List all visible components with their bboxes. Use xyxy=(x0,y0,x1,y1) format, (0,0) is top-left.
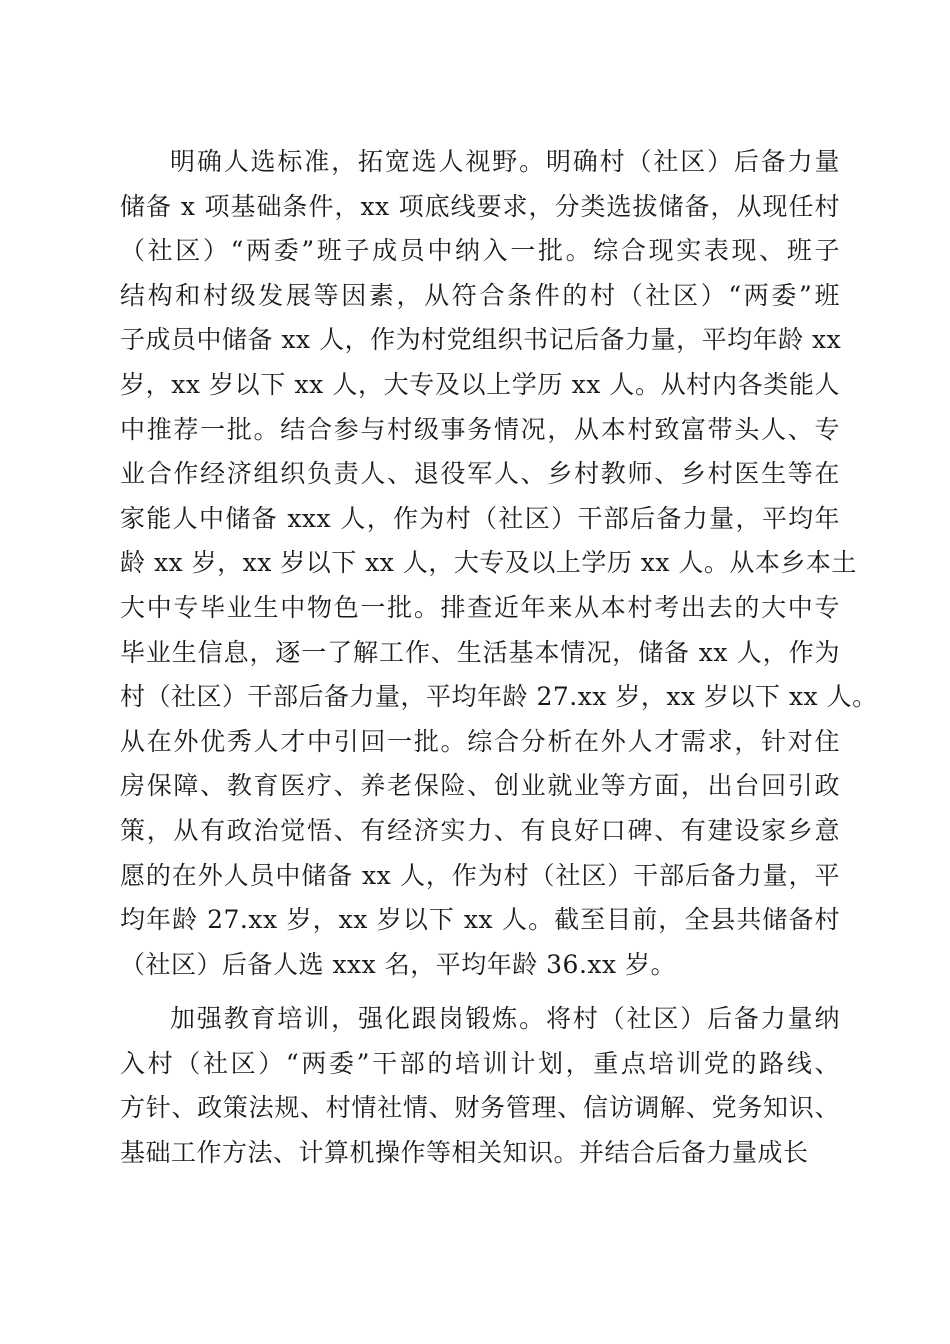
text-line: 均年龄 27.xx 岁，xx 岁以下 xx 人。截至目前，全县共储备村 xyxy=(120,905,840,935)
text-line: 从在外优秀人才中引回一批。综合分析在外人才需求，针对住 xyxy=(120,726,840,756)
paragraph-training xyxy=(120,997,840,1175)
text-line: 策，从有政治觉悟、有经济实力、有良好口碑、有建设家乡意 xyxy=(120,815,840,845)
text-line: 加强教育培训，强化跟岗锻炼。将村（社区）后备力量纳 xyxy=(170,1004,840,1033)
text-line: 储备 x 项基础条件，xx 项底线要求，分类选拔储备，从现任村 xyxy=(120,191,840,221)
text-line: 结构和村级发展等因素，从符合条件的村（社区）“两委”班 xyxy=(120,280,840,310)
text-line: 家能人中储备 xxx 人，作为村（社区）干部后备力量，平均年 xyxy=(120,503,840,533)
text-line: 龄 xx 岁，xx 岁以下 xx 人，大专及以上学历 xx 人。从本乡本土 xyxy=(120,548,857,578)
text-line: 大中专毕业生中物色一批。排查近年来从本村考出去的大中专 xyxy=(120,592,840,622)
text-line: （社区）后备人选 xxx 名，平均年龄 36.xx 岁。 xyxy=(120,949,677,979)
text-line: 子成员中储备 xx 人，作为村党组织书记后备力量，平均年龄 xx xyxy=(120,325,842,355)
text-line: 入村（社区）“两委”干部的培训计划，重点培训党的路线、 xyxy=(120,1048,840,1078)
paragraph-candidate-selection xyxy=(120,140,878,987)
text-line: 村（社区）干部后备力量，平均年龄 27.xx 岁，xx 岁以下 xx 人。 xyxy=(120,682,878,712)
text-line: 愿的在外人员中储备 xx 人，作为村（社区）干部后备力量，平 xyxy=(120,860,840,890)
text-line: 业合作经济组织负责人、退役军人、乡村教师、乡村医生等在 xyxy=(120,459,840,489)
text-line: 毕业生信息，逐一了解工作、生活基本情况，储备 xx 人，作为 xyxy=(120,637,840,667)
text-line: 岁，xx 岁以下 xx 人，大专及以上学历 xx 人。从村内各类能人 xyxy=(120,369,840,399)
text-line: 中推荐一批。结合参与村级事务情况，从本村致富带头人、专 xyxy=(120,414,840,444)
text-line: 基础工作方法、计算机操作等相关知识。并结合后备力量成长 xyxy=(120,1137,809,1167)
text-line: 方针、政策法规、村情社情、财务管理、信访调解、党务知识、 xyxy=(120,1093,840,1123)
text-line: 明确人选标准，拓宽选人视野。明确村（社区）后备力量 xyxy=(170,147,840,176)
text-line: 房保障、教育医疗、养老保险、创业就业等方面，出台回引政 xyxy=(120,771,840,801)
text-line: （社区）“两委”班子成员中纳入一批。综合现实表现、班子 xyxy=(120,236,840,266)
